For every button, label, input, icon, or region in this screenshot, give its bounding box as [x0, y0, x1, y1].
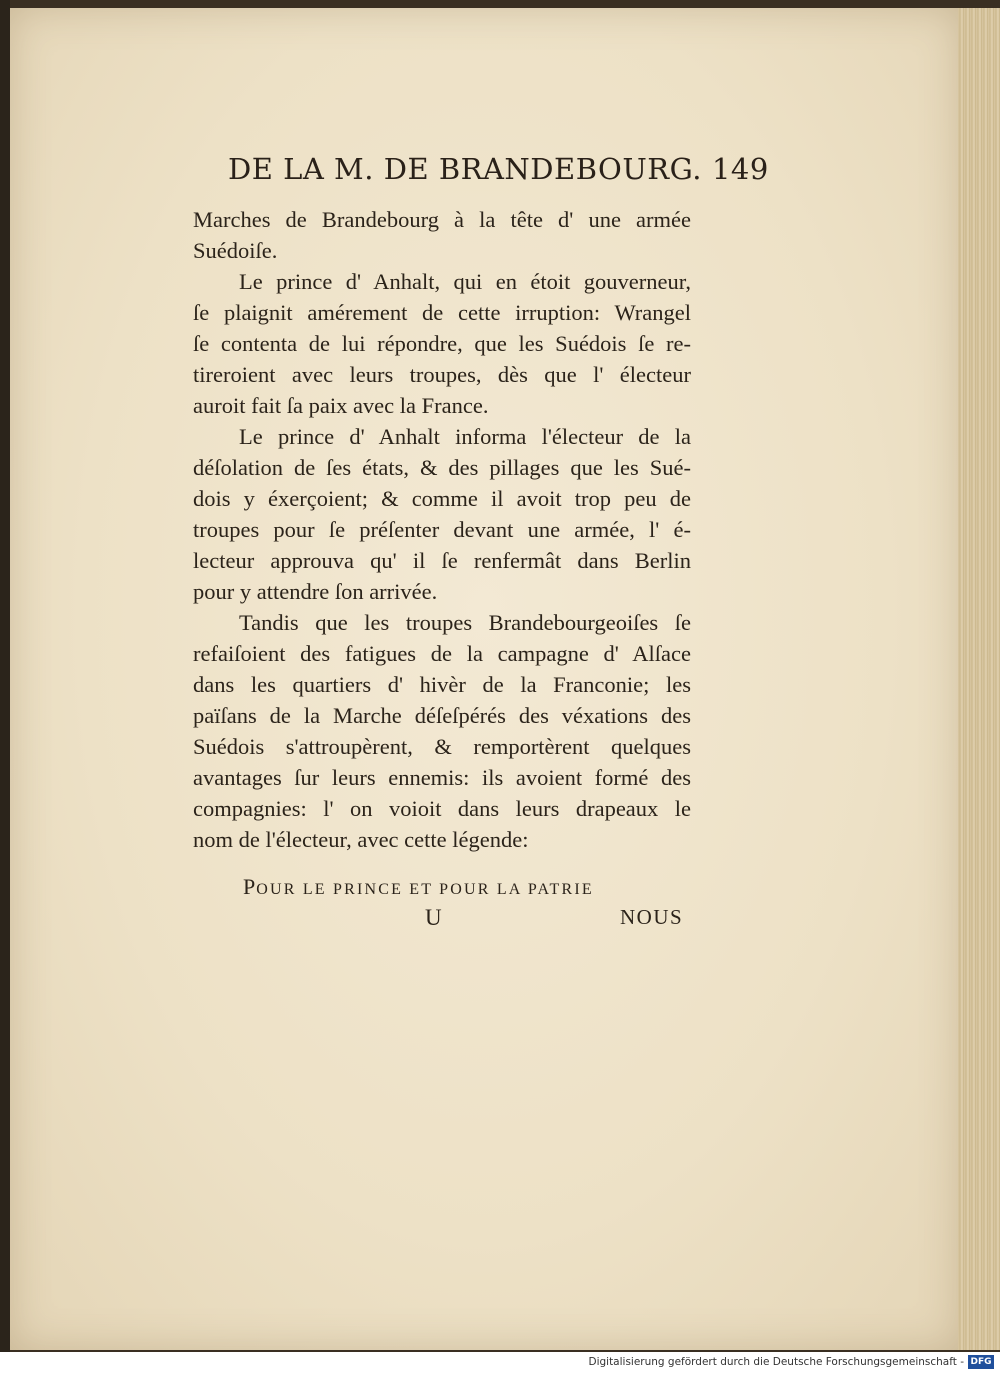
text-line: compagnies: l' on voioit dans leurs drapeaux le	[193, 796, 691, 821]
text-line: nom de l'électeur, avec cette légende:	[193, 827, 529, 852]
text-line: Suédois s'attroupèrent, & remportèrent quelques	[193, 734, 691, 759]
text-line: dans les quartiers d' hivèr de la Franconie; les	[193, 672, 691, 697]
page-number: 149	[711, 152, 769, 186]
text-line: dois y éxerçoient; & comme il avoit trop peu de	[193, 486, 691, 511]
text-line: Le prince d' Anhalt informa l'électeur de la	[239, 424, 691, 449]
catchword-left: U	[425, 905, 442, 930]
text-line: ſe plaignit amérement de cette irruption: Wrangel	[193, 300, 691, 325]
dfg-logo-icon: DFG	[968, 1355, 994, 1369]
text-line: païſans de la Marche déſeſpérés des véxations des	[193, 703, 691, 728]
text-line: tireroient avec leurs troupes, dès que l' électeur	[193, 362, 691, 387]
text-line: Suédoiſe.	[193, 238, 278, 263]
running-head-title: DE LA M. DE BRANDEBOURG.	[228, 152, 702, 186]
text-line: lecteur approuva qu' il ſe renfermât dans Berlin	[193, 548, 691, 573]
text-line: ſe contenta de lui répondre, que les Suédois ſe re-	[193, 331, 691, 356]
page-edges	[958, 8, 1000, 1350]
motto	[243, 874, 594, 900]
motto-text: OUR LE PRINCE ET POUR LA PATRIE	[256, 881, 594, 898]
text-line: déſolation de ſes états, & des pillages que les Sué-	[193, 455, 691, 480]
text-line: Tandis que les troupes Brandebourgeoiſes ſe	[239, 610, 691, 635]
motto-initial: P	[243, 874, 257, 899]
text-line: refaiſoient des fatigues de la campagne d' Alſace	[193, 641, 691, 666]
text-line: avantages ſur leurs ennemis: ils avoient formé des	[193, 765, 691, 790]
text-line: Le prince d' Anhalt, qui en étoit gouverneur,	[239, 269, 691, 294]
catchword-right: NOUS	[620, 905, 684, 929]
book-gutter	[0, 0, 10, 1375]
text-line: troupes pour ſe préſenter devant une armée, l' é-	[193, 517, 691, 542]
text-line: Marches de Brandebourg à la tête d' une armée	[193, 207, 691, 232]
text-line: pour y attendre ſon arrivée.	[193, 579, 438, 604]
funding-credit: Digitalisierung gefördert durch die Deutsche Forschungsgemeinschaft -	[588, 1356, 964, 1368]
body-text	[193, 204, 691, 855]
running-head	[228, 152, 769, 186]
text-line: auroit fait ſa paix avec la France.	[193, 393, 489, 418]
